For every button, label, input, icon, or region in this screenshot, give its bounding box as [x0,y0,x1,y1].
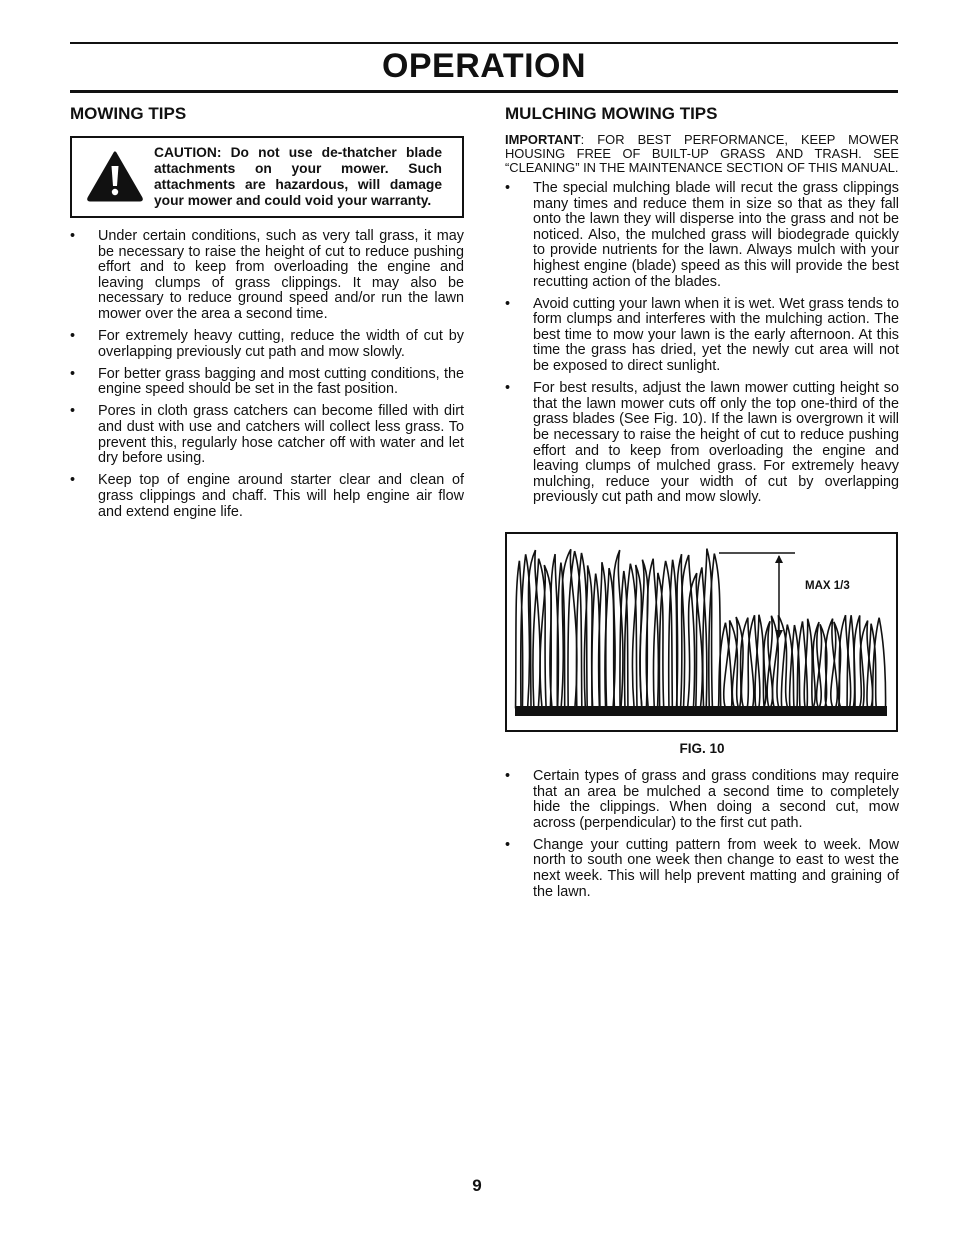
mulching-tips-list [505,181,899,506]
list-item: • Pores in cloth grass catchers can become filled with dirt and dust with use and catchers will collect less grass. To prevent this, regularly hose catcher off with water and let dry before using. [70,404,464,466]
list-item: • Certain types of grass and grass conditions may require that an area be mulched a second time to completely hide the clippings. When doing a second cut, mow across (perpendicular) to the first cut path. [505,769,899,831]
grass-blade [867,624,876,708]
important-label: IMPORTANT [505,132,581,147]
mowing-tips-section [70,104,464,527]
grass-blade [625,564,637,708]
grass-blade [613,550,623,708]
grass-blade [804,619,813,708]
figure-caption: FIG. 10 [679,741,725,756]
important-text: : FOR BEST PERFORMANCE, KEEP MOWER HOUSING FREE OF BUILT-UP GRASS AND TRASH. SEE “CLEANING” IN THE MAINTENANCE SECTION OF THIS MANUAL. [505,132,899,175]
caution-text: CAUTION: Do not use de-thatcher blade attachments on your mower. Such attachments are hazardous, will damage your mower and could void your warranty. [154,145,442,208]
page-number: 9 [472,1176,482,1195]
grass-illustration [507,534,896,730]
list-item: • Keep top of engine around starter clear and clean of grass clippings and chaff. This will help engine air flow and extend engine life. [70,473,464,520]
list-item: • Change your cutting pattern from week to week. Mow north to south one week then change to east to west the next week. This will help prevent matting and graining of the lawn. [505,838,899,900]
grass-blade [703,549,713,708]
caution-box [70,136,464,218]
max-third-label: MAX 1/3 [805,580,850,592]
grass-base [515,706,887,716]
list-item: • For better grass bagging and most cutting conditions, the engine speed should be set in the fast position. [70,367,464,398]
grass-height-figure [505,532,898,732]
mulching-tips-heading: MULCHING MOWING TIPS [505,104,718,123]
list-item: • Under certain conditions, such as very tall grass, it may be necessary to raise the height of cut to reduce pushing effort and to keep from overloading the engine and leaving clumps of grass clippings. It may also be necessary to reduce ground speed and/or run the lawn mower over the area a second time. [70,229,464,323]
list-item: • The special mulching blade will recut the grass clippings many times and reduce them in size so that as they fall onto the lawn they will disperse into the grass and not be noticed. Also, the mulched grass will biodegrade quickly to provide nutrients for the lawn. Always mulch with your highest engine (blade) speed as this will provide the best recutting action of the blades. [505,181,899,290]
arrow-up-icon [775,555,783,563]
mowing-tips-list [70,229,464,520]
mulching-tips-list-continued [505,769,899,900]
warning-triangle-icon [86,150,144,202]
tall-grass-blades [516,549,721,708]
grass-blade [781,625,794,708]
cut-grass-blades [718,615,885,708]
grass-blade [872,618,885,708]
header-bottom-rule [70,90,898,93]
page-title: OPERATION [381,47,587,85]
list-item: • For extremely heavy cutting, reduce the width of cut by overlapping previously cut path and mow slowly. [70,329,464,360]
list-item: • Avoid cutting your lawn when it is wet. Wet grass tends to form clumps and interferes with the mulching action. The best time to mow your lawn is the early afternoon. At this time the grass has dried, yet the newly cut area will not be exposed to direct sunlight. [505,297,899,375]
mowing-tips-heading: MOWING TIPS [70,104,187,123]
header-top-rule [70,42,898,44]
grass-blade [646,559,658,708]
mulching-tips-continued [505,769,899,907]
important-note [505,133,899,175]
grass-blade [772,615,787,708]
list-item: • For best results, adjust the lawn mower cutting height so that the lawn mower cuts off only the top one-third of the grass blades (See Fig. 10). If the lawn is overgrown it will be necessary to raise the height of cut to reduce pushing effort and to keep from overloading the engine and leaving clumps of mulched grass. For extremely heavy mulching, reduce your width of cut by overlapping previously cut path and mow slowly. [505,381,899,506]
mulching-tips-section [505,104,899,512]
grass-blade [681,555,695,708]
